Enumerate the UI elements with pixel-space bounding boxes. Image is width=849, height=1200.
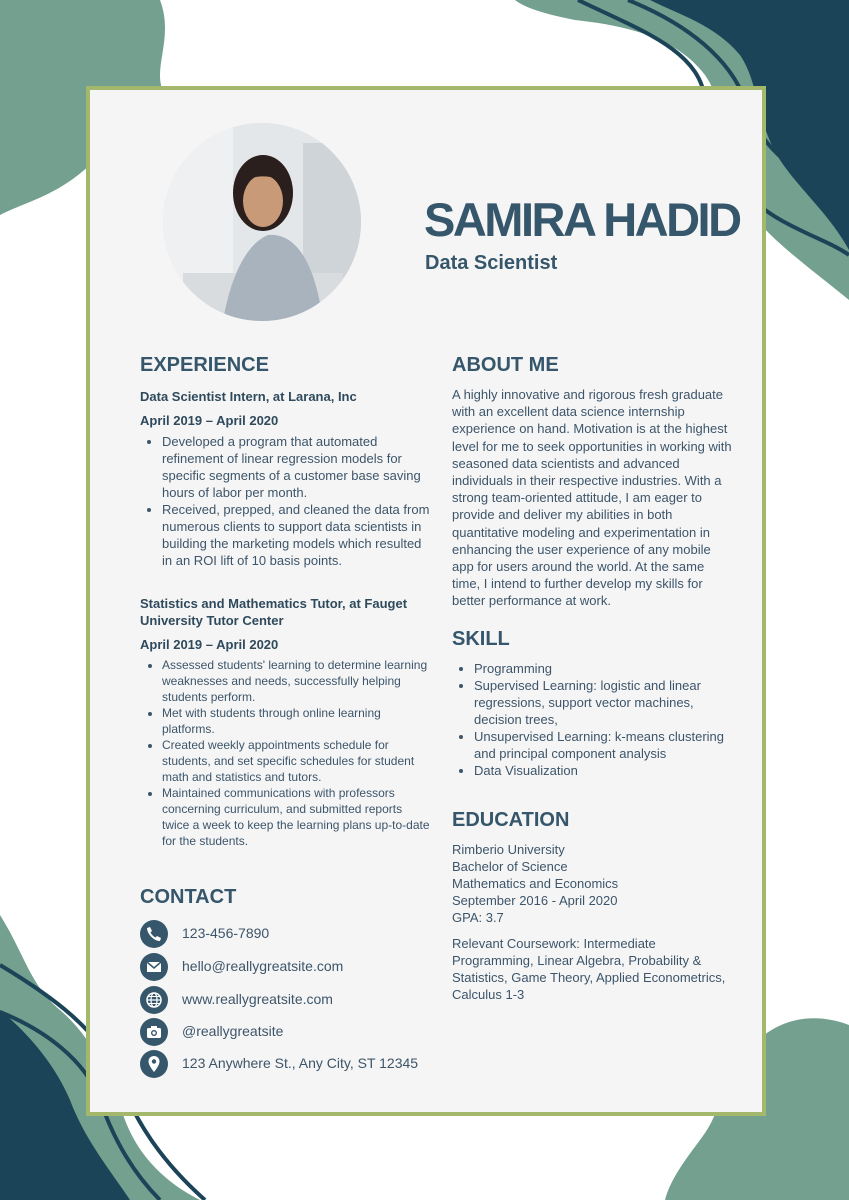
mail-icon xyxy=(140,953,168,981)
camera-icon xyxy=(140,1018,168,1046)
job-bullet: • Developed a program that automated refinement of linear regression models for specific segments of a customer base saving hours of labor per month. xyxy=(162,433,430,501)
job-dates: April 2019 – April 2020 xyxy=(140,637,279,652)
skill-heading: SKILL xyxy=(452,627,510,650)
globe-icon xyxy=(140,986,168,1014)
job-title: Statistics and Mathematics Tutor, at Fauget University Tutor Center xyxy=(140,596,408,628)
profile-photo-illustration xyxy=(163,123,361,321)
job-bullet: • Received, prepped, and cleaned the data from numerous clients to support data scientists in building the marketing models which resulted in an ROI lift of 10 basis points. xyxy=(162,501,430,569)
job-dates: April 2019 – April 2020 xyxy=(140,413,279,428)
contact-email-text: hello@reallygreatsite.com xyxy=(182,958,344,974)
contact-phone-text: 123-456-7890 xyxy=(182,925,270,941)
about-text: A highly innovative and rigorous fresh graduate with an excellent data science internship experience on hand. Motivation is at the highest level for me to seek opportunities in working with seasoned data scientists and advanced individuals in their respective industries. With a strong team-oriented attitude, I am eager to provide and deliver my abilities in both quantitative modeling and experimentation in enhancing the user experience of any mobile app for users around the world. At the same time, I intend to further develop my skills for better performance at work. xyxy=(452,387,732,609)
skill-list xyxy=(452,660,732,779)
job-title: Data Scientist Intern, at Larana, Inc xyxy=(140,389,357,404)
experience-heading: EXPERIENCE xyxy=(140,354,269,376)
job-bullet: • Met with students through online learning platforms. xyxy=(162,705,430,737)
candidate-role: Data Scientist xyxy=(425,252,558,274)
job-bullets xyxy=(140,433,430,569)
education-coursework: Relevant Coursework: Intermediate Programming, Linear Algebra, Probability & Statistics, Game Theory, Applied Econometrics, Calculus 1-3 xyxy=(452,935,726,1003)
contact-heading: CONTACT xyxy=(140,886,237,908)
education-section xyxy=(452,807,732,1004)
about-section xyxy=(452,352,732,610)
skill-item: • Unsupervised Learning: k-means clustering and principal component analysis xyxy=(474,728,732,762)
profile-photo xyxy=(163,123,361,321)
skill-item: • Data Visualization xyxy=(474,762,732,779)
education-dates: September 2016 - April 2020 xyxy=(452,893,618,909)
experience-section xyxy=(140,352,430,849)
education-school: Rimberio University xyxy=(452,841,565,857)
contact-social-text: @reallygreatsite xyxy=(182,1023,284,1039)
contact-website-text: www.reallygreatsite.com xyxy=(182,991,333,1007)
contact-address-text: 123 Anywhere St., Any City, ST 12345 xyxy=(182,1055,419,1071)
location-pin-icon xyxy=(140,1050,168,1078)
skill-section xyxy=(452,626,732,779)
skill-item: • Programming xyxy=(474,660,732,677)
education-major: Mathematics and Economics xyxy=(452,876,619,892)
job-bullets xyxy=(140,657,430,849)
education-gpa: GPA: 3.7 xyxy=(452,910,504,926)
education-details xyxy=(452,841,732,927)
candidate-name: SAMIRA HADID xyxy=(424,193,740,246)
job-bullet: • Created weekly appointments schedule for students, and set specific schedules for student math and statistics and tutors. xyxy=(162,737,430,785)
education-degree: Bachelor of Science xyxy=(452,858,568,874)
phone-icon xyxy=(140,920,168,948)
right-column xyxy=(452,352,732,1003)
job-entry xyxy=(140,388,430,569)
about-heading: ABOUT ME xyxy=(452,354,559,376)
job-bullet: • Maintained communications with professors concerning curriculum, and submitted reports twice a week to keep the learning plans up-to-date for the students. xyxy=(162,785,430,849)
skill-item: • Supervised Learning: logistic and linear regressions, support vector machines, decision trees, xyxy=(474,677,732,728)
education-heading: EDUCATION xyxy=(452,808,570,831)
job-bullet: • Assessed students' learning to determine learning weaknesses and needs, successfully helping students perform. xyxy=(162,657,430,705)
contact-section xyxy=(140,884,440,1071)
job-entry xyxy=(140,595,430,849)
